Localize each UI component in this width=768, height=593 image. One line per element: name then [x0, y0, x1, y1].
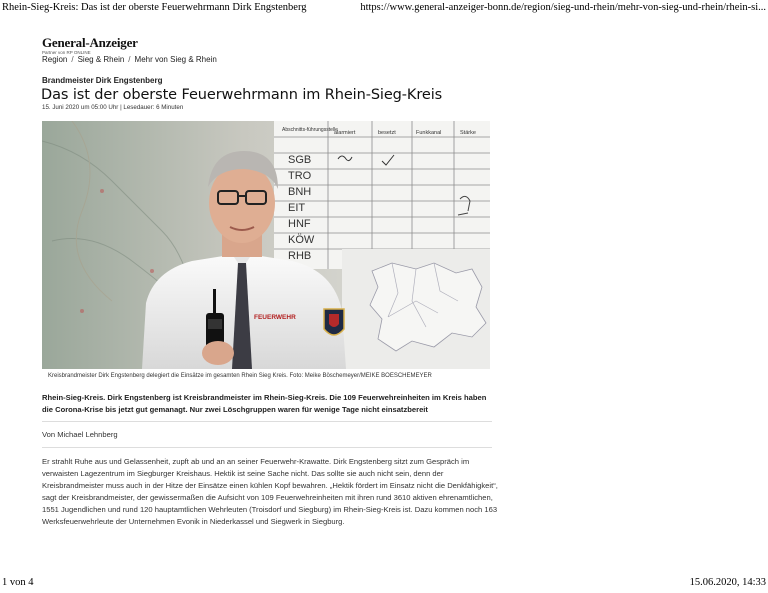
board-row-label: RHB — [288, 250, 312, 262]
print-page-url: https://www.general-anzeiger-bonn.de/region/sieg-und-rhein/mehr-von-sieg-und-rhein/rhein-si... — [360, 2, 766, 13]
print-datetime: 15.06.2020, 14:33 — [689, 577, 766, 588]
board-row-label: KÖW — [288, 234, 315, 246]
article-meta: 15. Juni 2020 um 05:00 Uhr | Lesedauer: 6 Minuten — [42, 104, 184, 111]
shirt-badge-text: FEUERWEHR — [254, 314, 296, 321]
article-lead: Rhein-Sieg-Kreis. Dirk Engstenberg ist Kreisbrandmeister im Rhein-Sieg-Kreis. Die 109 Feuerwehreinheiten im Kreis haben die Corona-Krise bis jetzt gut gemanagt. Nur zwei Löschgruppen waren für wenige Tage nicht einsatzbereit — [42, 393, 487, 414]
breadcrumb — [42, 55, 217, 64]
board-row-label: EIT — [288, 202, 306, 214]
divider — [42, 447, 492, 448]
print-page-number: 1 von 4 — [2, 577, 34, 588]
board-row-label: BNH — [288, 186, 312, 198]
board-row-label: HNF — [288, 218, 311, 230]
breadcrumb-separator: / — [128, 55, 131, 64]
logo-subline: Partner von RP ONLINE — [42, 50, 91, 55]
board-header-3: besetzt — [378, 130, 396, 136]
photo-caption: Kreisbrandmeister Dirk Engstenberg delegiert die Einsätze im gesamten Rhein Sieg Kreis. Foto: Meike Böschemeyer/MEIKE BOESCHEMEYER — [48, 373, 432, 379]
print-page-title: Rhein-Sieg-Kreis: Das ist der oberste Feuerwehrmann Dirk Engstenberg — [2, 2, 307, 13]
article-headline: Das ist der oberste Feuerwehrmann im Rhein-Sieg-Kreis — [41, 87, 443, 103]
board-header-4: Funkkanal — [416, 130, 442, 136]
article-author[interactable]: Von Michael Lehnberg — [42, 430, 118, 439]
article-kicker: Brandmeister Dirk Engstenberg — [42, 76, 163, 85]
breadcrumb-item-sieg-rhein[interactable]: Sieg & Rhein — [77, 55, 125, 64]
breadcrumb-item-region[interactable]: Region — [42, 55, 68, 64]
breadcrumb-item-mehr-von-sieg-rhein[interactable]: Mehr von Sieg & Rhein — [134, 55, 217, 64]
board-row-label: TRO — [288, 170, 312, 182]
print-footer — [0, 577, 768, 589]
site-logo[interactable] — [42, 36, 138, 55]
print-header — [0, 2, 768, 14]
divider — [42, 421, 492, 422]
board-header-2: alarmiert — [334, 130, 356, 136]
board-row-label: SGB — [288, 154, 312, 166]
article-body: Er strahlt Ruhe aus und Gelassenheit, zupft ab und an an seiner Feuerwehr-Krawatte. Dirk Engstenberg sitzt zum Gespräch im verwaisten Lagezentrum im Siegburger Kreishaus. Hektik ist seine Sache nicht. Das sollte sie auch nicht sein, denn der Kreisbrandmeister muss auch in der Hitze der Einsätze einen kühlen Kopf bewahren. „Hektik fördert im Einsatz nicht die Denkfähigkeit“, sagt der Kreisbrandmeister, der gewissermaßen die Aufsicht von 109 Feuerwehreinheiten mit ihren rund 3610 aktiven ehrenamtlichen, 1551 Jugendlichen und rund 120 hauptamtlichen Wehrleuten (Troisdorf und Siegburg) im Rhein-Sieg-Kreis ist. Dazu kommen noch 163 Werksfeuerwehrleute der Unternehmen Evonik in Niederkassel und Siegwerk in Siegburg. — [42, 457, 498, 526]
status-board — [274, 121, 490, 269]
article-photo — [42, 121, 490, 369]
photo-illustration — [42, 121, 490, 369]
district-map — [342, 249, 490, 369]
logo-name: General-Anzeiger — [42, 35, 138, 50]
board-header-1: Abschnitts-führungsstelle — [282, 127, 338, 133]
breadcrumb-separator: / — [71, 55, 74, 64]
board-header-5: Stärke — [460, 130, 476, 136]
